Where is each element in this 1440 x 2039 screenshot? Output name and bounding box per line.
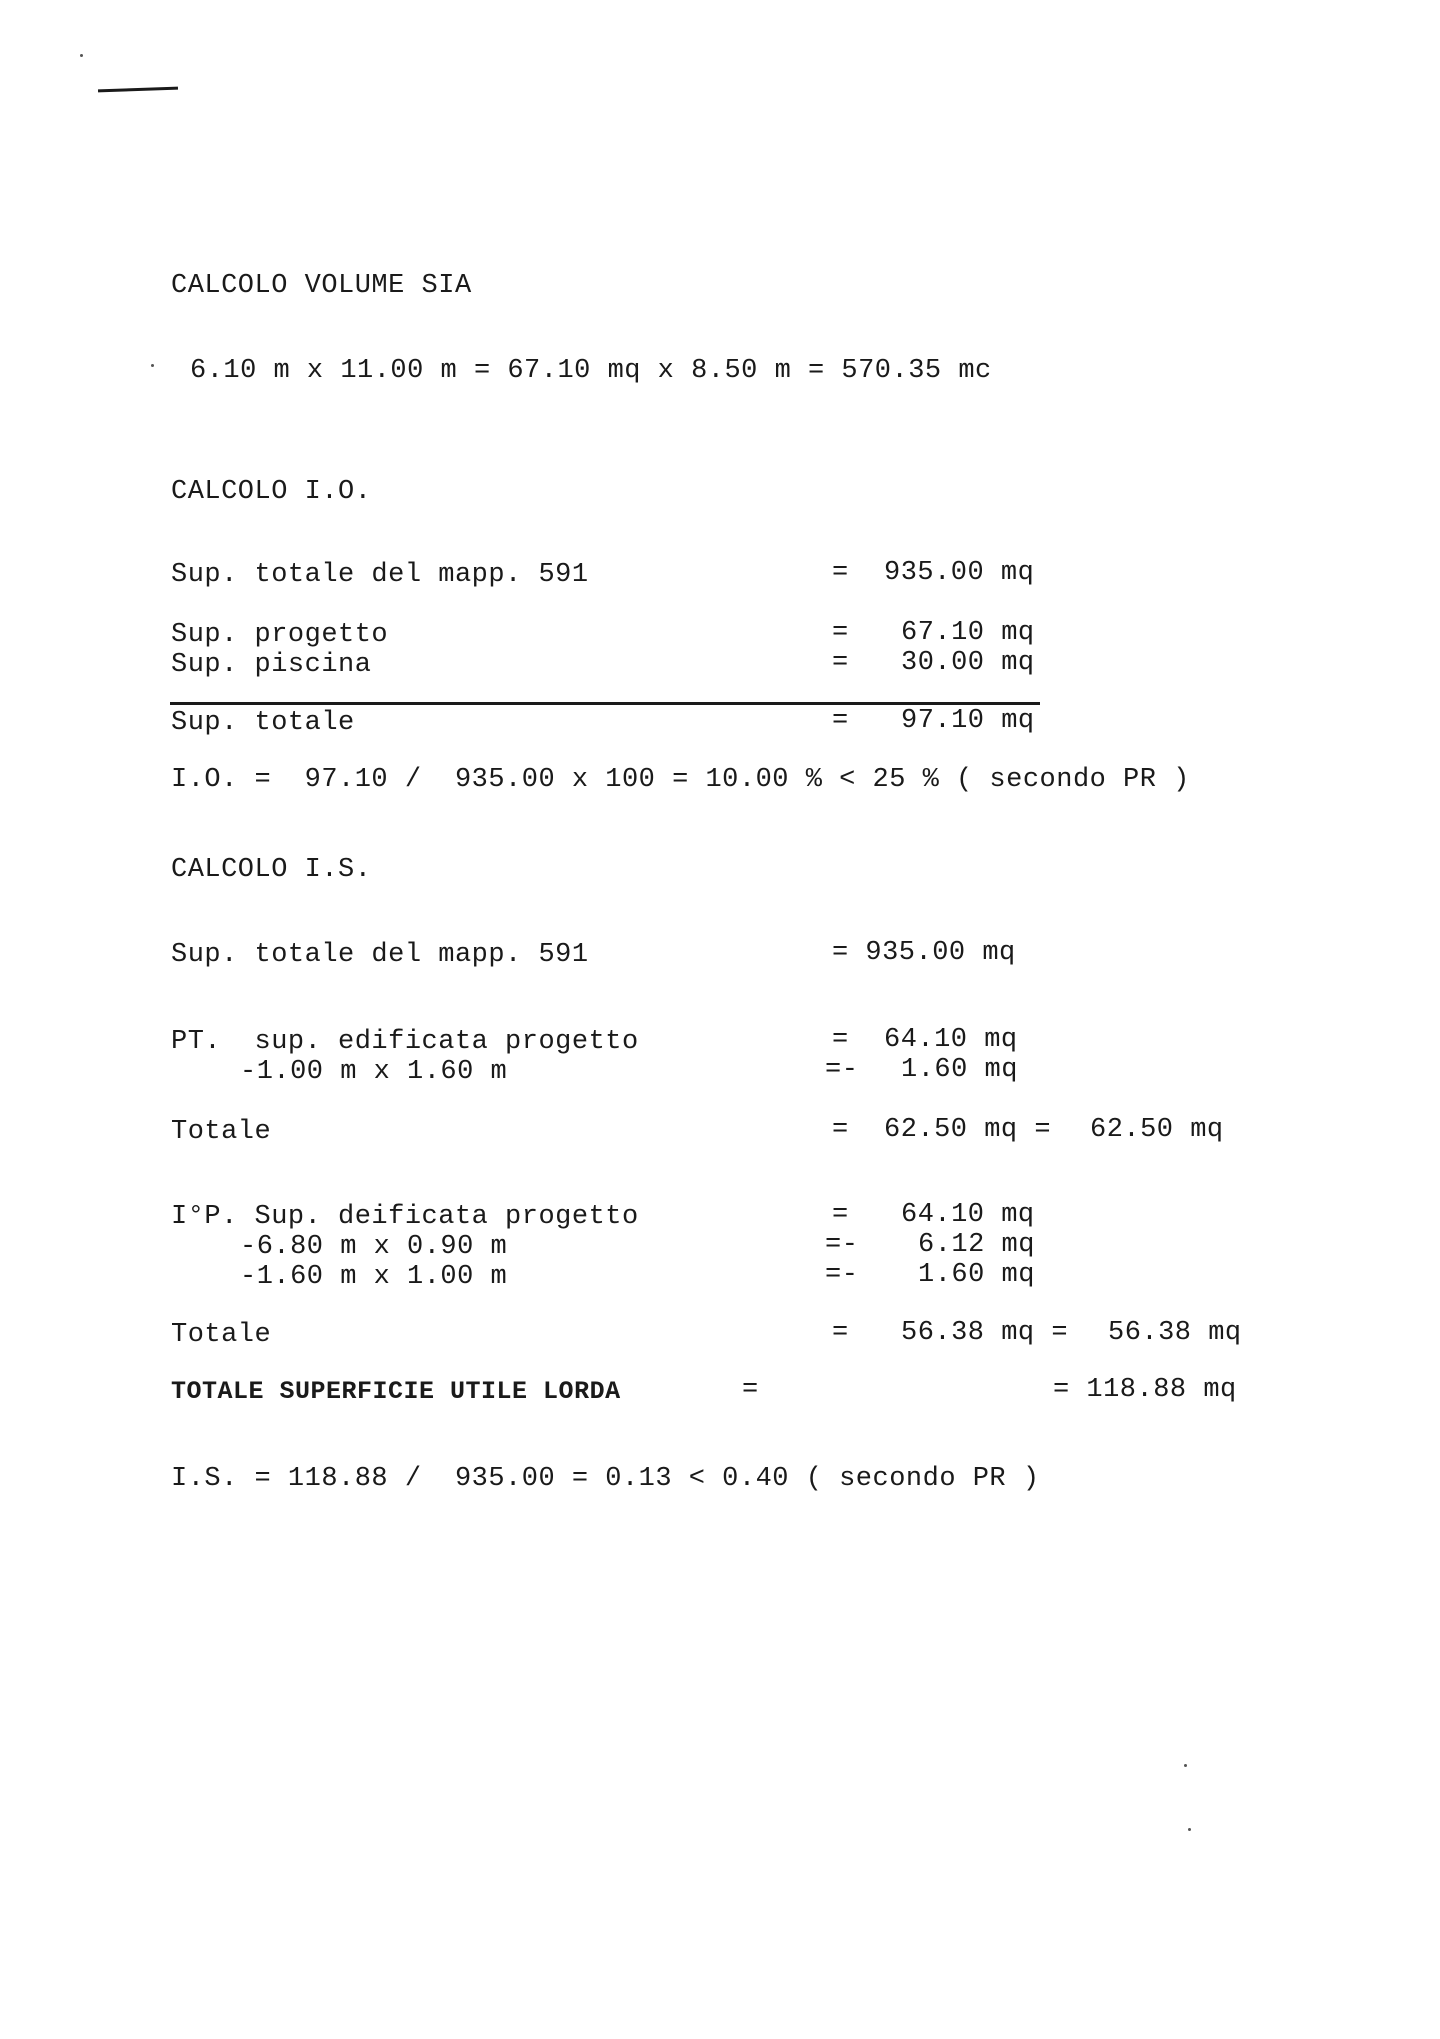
io-row-eq: =	[832, 706, 849, 736]
pt-sub-eq: =-	[825, 1055, 859, 1085]
io-row-eq: =	[832, 558, 849, 588]
io-row-eq: =	[832, 618, 849, 648]
scan-speck	[80, 54, 83, 57]
sum-divider	[170, 702, 1040, 705]
grand-total-eq: =	[742, 1375, 759, 1405]
pt-eq: =	[832, 1025, 849, 1055]
grand-total-label: TOTALE SUPERFICIE UTILE LORDA	[171, 1377, 621, 1406]
pt-total-eq: =	[832, 1115, 849, 1145]
ip-eq: =	[832, 1200, 849, 1230]
pt-total-carry: 62.50 mq	[1090, 1115, 1224, 1145]
io-row-label: Sup. piscina	[171, 650, 372, 680]
io-row-eq: =	[832, 648, 849, 678]
ip-total-carry: 56.38 mq	[1108, 1318, 1242, 1348]
pt-total-label: Totale	[171, 1117, 272, 1147]
is-total-label: Sup. totale del mapp. 591	[171, 940, 589, 970]
ip-sub-value: 1.60 mq	[918, 1260, 1035, 1290]
pt-sub-value: 1.60 mq	[901, 1055, 1018, 1085]
ip-total-eq: =	[832, 1318, 849, 1348]
io-row-value: 935.00 mq	[884, 558, 1035, 588]
margin-dash-mark	[98, 87, 178, 93]
io-row-label: Sup. progetto	[171, 620, 389, 650]
pt-total-value: 62.50 mq =	[884, 1115, 1052, 1145]
volume-heading: CALCOLO VOLUME SIA	[171, 271, 472, 301]
is-formula: I.S. = 118.88 / 935.00 = 0.13 < 0.40 ( secondo PR )	[171, 1464, 1040, 1494]
ip-sub-eq: =-	[825, 1230, 859, 1260]
ip-sub-label: -1.60 m x 1.00 m	[240, 1262, 508, 1292]
ip-total-value: 56.38 mq =	[901, 1318, 1069, 1348]
scan-speck	[151, 364, 154, 367]
ip-label: I°P. Sup. deificata progetto	[171, 1202, 639, 1232]
io-formula: I.O. = 97.10 / 935.00 x 100 = 10.00 % < 25 % ( secondo PR )	[171, 765, 1190, 795]
pt-value: 64.10 mq	[884, 1025, 1018, 1055]
io-row-label: Sup. totale del mapp. 591	[171, 560, 589, 590]
volume-calculation: 6.10 m x 11.00 m = 67.10 mq x 8.50 m = 570.35 mc	[190, 356, 992, 386]
ip-sub-eq: =-	[825, 1260, 859, 1290]
scan-speck	[1188, 1828, 1191, 1831]
ip-total-label: Totale	[171, 1320, 272, 1350]
ip-value: 64.10 mq	[901, 1200, 1035, 1230]
pt-label: PT. sup. edificata progetto	[171, 1027, 639, 1057]
io-row-value: 67.10 mq	[901, 618, 1035, 648]
ip-sub-label: -6.80 m x 0.90 m	[240, 1232, 508, 1262]
ip-sub-value: 6.12 mq	[918, 1230, 1035, 1260]
io-row-value: 30.00 mq	[901, 648, 1035, 678]
io-row-value: 97.10 mq	[901, 706, 1035, 736]
grand-total-value: = 118.88 mq	[1053, 1375, 1237, 1405]
is-total-value: = 935.00 mq	[832, 938, 1016, 968]
scan-speck	[1184, 1764, 1187, 1767]
io-row-label: Sup. totale	[171, 708, 355, 738]
pt-sub-label: -1.00 m x 1.60 m	[240, 1057, 508, 1087]
io-heading: CALCOLO I.O.	[171, 477, 372, 507]
is-heading: CALCOLO I.S.	[171, 855, 372, 885]
